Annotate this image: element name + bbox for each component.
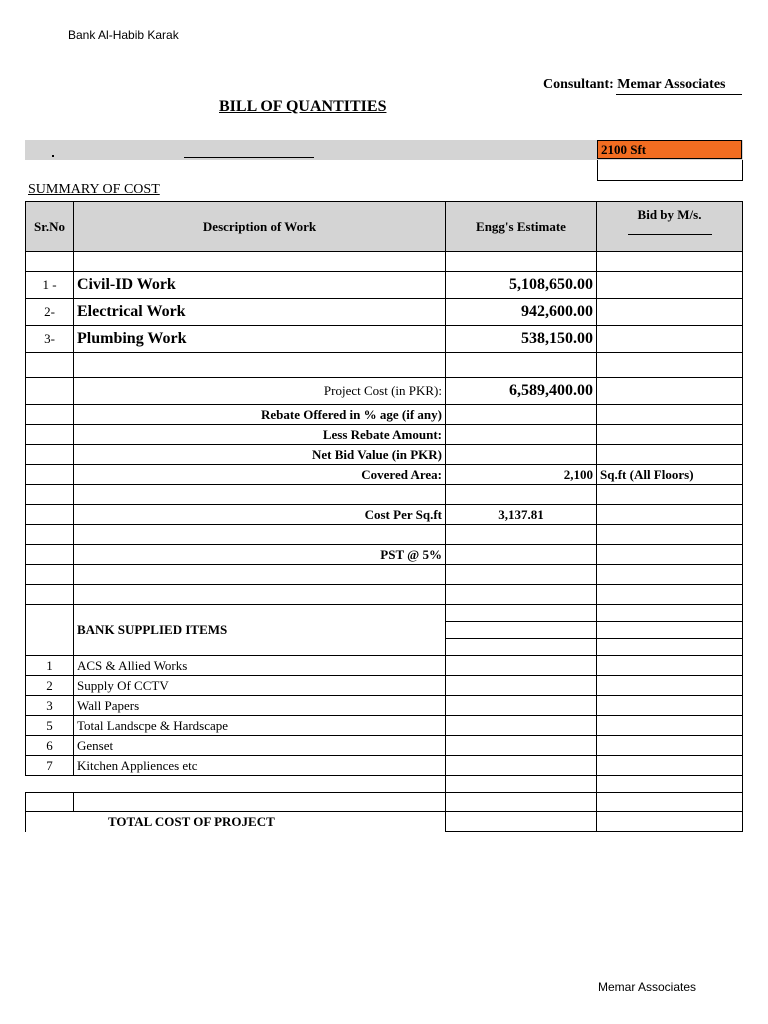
bid-cell xyxy=(597,272,743,299)
net-bid-label: Net Bid Value (in PKR) xyxy=(74,445,446,465)
sr-cell: 6 xyxy=(26,736,74,756)
project-cost-value: 6,589,400.00 xyxy=(446,378,597,405)
table-row xyxy=(26,776,743,793)
work-amount: 538,150.00 xyxy=(446,326,597,353)
summary-heading: SUMMARY OF COST xyxy=(28,182,160,197)
covered-area-unit: Sq.ft (All Floors) xyxy=(597,465,743,485)
covered-area-value: 2,100 xyxy=(446,465,597,485)
consultant-name: Memar Associates xyxy=(617,77,726,92)
item-description: Kitchen Appliences etc xyxy=(74,756,446,776)
consultant-underline xyxy=(616,94,742,95)
item-description: Total Landscpe & Hardscape xyxy=(74,716,446,736)
area-badge-empty-cell xyxy=(597,160,743,181)
covered-area-label: Covered Area: xyxy=(74,465,446,485)
item-description: ACS & Allied Works xyxy=(74,656,446,676)
table-row-less-rebate xyxy=(26,425,743,445)
consultant-label: Consultant: xyxy=(543,77,614,92)
bank-supplied-label: BANK SUPPLIED ITEMS xyxy=(74,605,446,656)
bid-underline xyxy=(628,234,712,235)
table-row-civil xyxy=(26,272,743,299)
work-description: Plumbing Work xyxy=(74,326,446,353)
table-row xyxy=(26,252,743,272)
table-header-row xyxy=(26,202,743,252)
less-rebate-label: Less Rebate Amount: xyxy=(74,425,446,445)
sr-cell: 2 xyxy=(26,676,74,696)
sr-cell: 7 xyxy=(26,756,74,776)
table-row xyxy=(26,525,743,545)
consultant-line xyxy=(543,77,726,93)
table-row-plumbing xyxy=(26,326,743,353)
table-row-bank-item xyxy=(26,696,743,716)
sr-cell: 1 xyxy=(26,656,74,676)
bid-cell xyxy=(597,299,743,326)
bank-name: Bank Al-Habib Karak xyxy=(68,28,179,42)
table-row-project-cost xyxy=(26,378,743,405)
table-row-pst xyxy=(26,545,743,565)
work-amount: 942,600.00 xyxy=(446,299,597,326)
table-row-cost-per-sqft xyxy=(26,505,743,525)
table-row-bank-supplied xyxy=(26,605,743,622)
table-row-total xyxy=(26,812,743,832)
table-row-electrical xyxy=(26,299,743,326)
cost-per-sqft-value: 3,137.81 xyxy=(446,505,597,525)
table-row-bank-item xyxy=(26,756,743,776)
col-header-bid xyxy=(597,202,743,252)
table-row-covered-area xyxy=(26,465,743,485)
item-description: Supply Of CCTV xyxy=(74,676,446,696)
cost-summary-table xyxy=(25,201,743,832)
total-label: TOTAL COST OF PROJECT xyxy=(26,812,446,832)
col-header-description: Description of Work xyxy=(74,202,446,252)
table-row-rebate xyxy=(26,405,743,425)
table-row xyxy=(26,353,743,378)
table-row-bank-item xyxy=(26,716,743,736)
work-description: Civil-ID Work xyxy=(74,272,446,299)
table-row-bank-item xyxy=(26,656,743,676)
item-description: Wall Papers xyxy=(74,696,446,716)
table-row xyxy=(26,585,743,605)
work-description: Electrical Work xyxy=(74,299,446,326)
area-badge: 2100 Sft xyxy=(597,140,742,159)
pst-label: PST @ 5% xyxy=(74,545,446,565)
sr-cell: 5 xyxy=(26,716,74,736)
cost-per-sqft-label: Cost Per Sq.ft xyxy=(74,505,446,525)
sr-cell: 3- xyxy=(26,326,74,353)
rebate-label: Rebate Offered in % age (if any) xyxy=(74,405,446,425)
col-header-sr: Sr.No xyxy=(26,202,74,252)
table-row-net-bid xyxy=(26,445,743,465)
table-row xyxy=(26,565,743,585)
table-row-bank-item xyxy=(26,676,743,696)
document-title: BILL OF QUANTITIES xyxy=(219,98,387,115)
table-row xyxy=(26,793,743,812)
sr-cell: 1 - xyxy=(26,272,74,299)
work-amount: 5,108,650.00 xyxy=(446,272,597,299)
bid-cell xyxy=(597,326,743,353)
project-cost-label: Project Cost (in PKR): xyxy=(74,378,446,405)
col-header-estimate: Engg's Estimate xyxy=(446,202,597,252)
bid-label: Bid by M/s. xyxy=(637,207,702,222)
table-row-bank-item xyxy=(26,736,743,756)
grey-band-underline xyxy=(184,157,314,158)
table-row xyxy=(26,485,743,505)
grey-band-mark xyxy=(52,155,54,157)
sr-cell: 2- xyxy=(26,299,74,326)
footer-text: Memar Associates xyxy=(598,980,697,994)
item-description: Genset xyxy=(74,736,446,756)
sr-cell: 3 xyxy=(26,696,74,716)
